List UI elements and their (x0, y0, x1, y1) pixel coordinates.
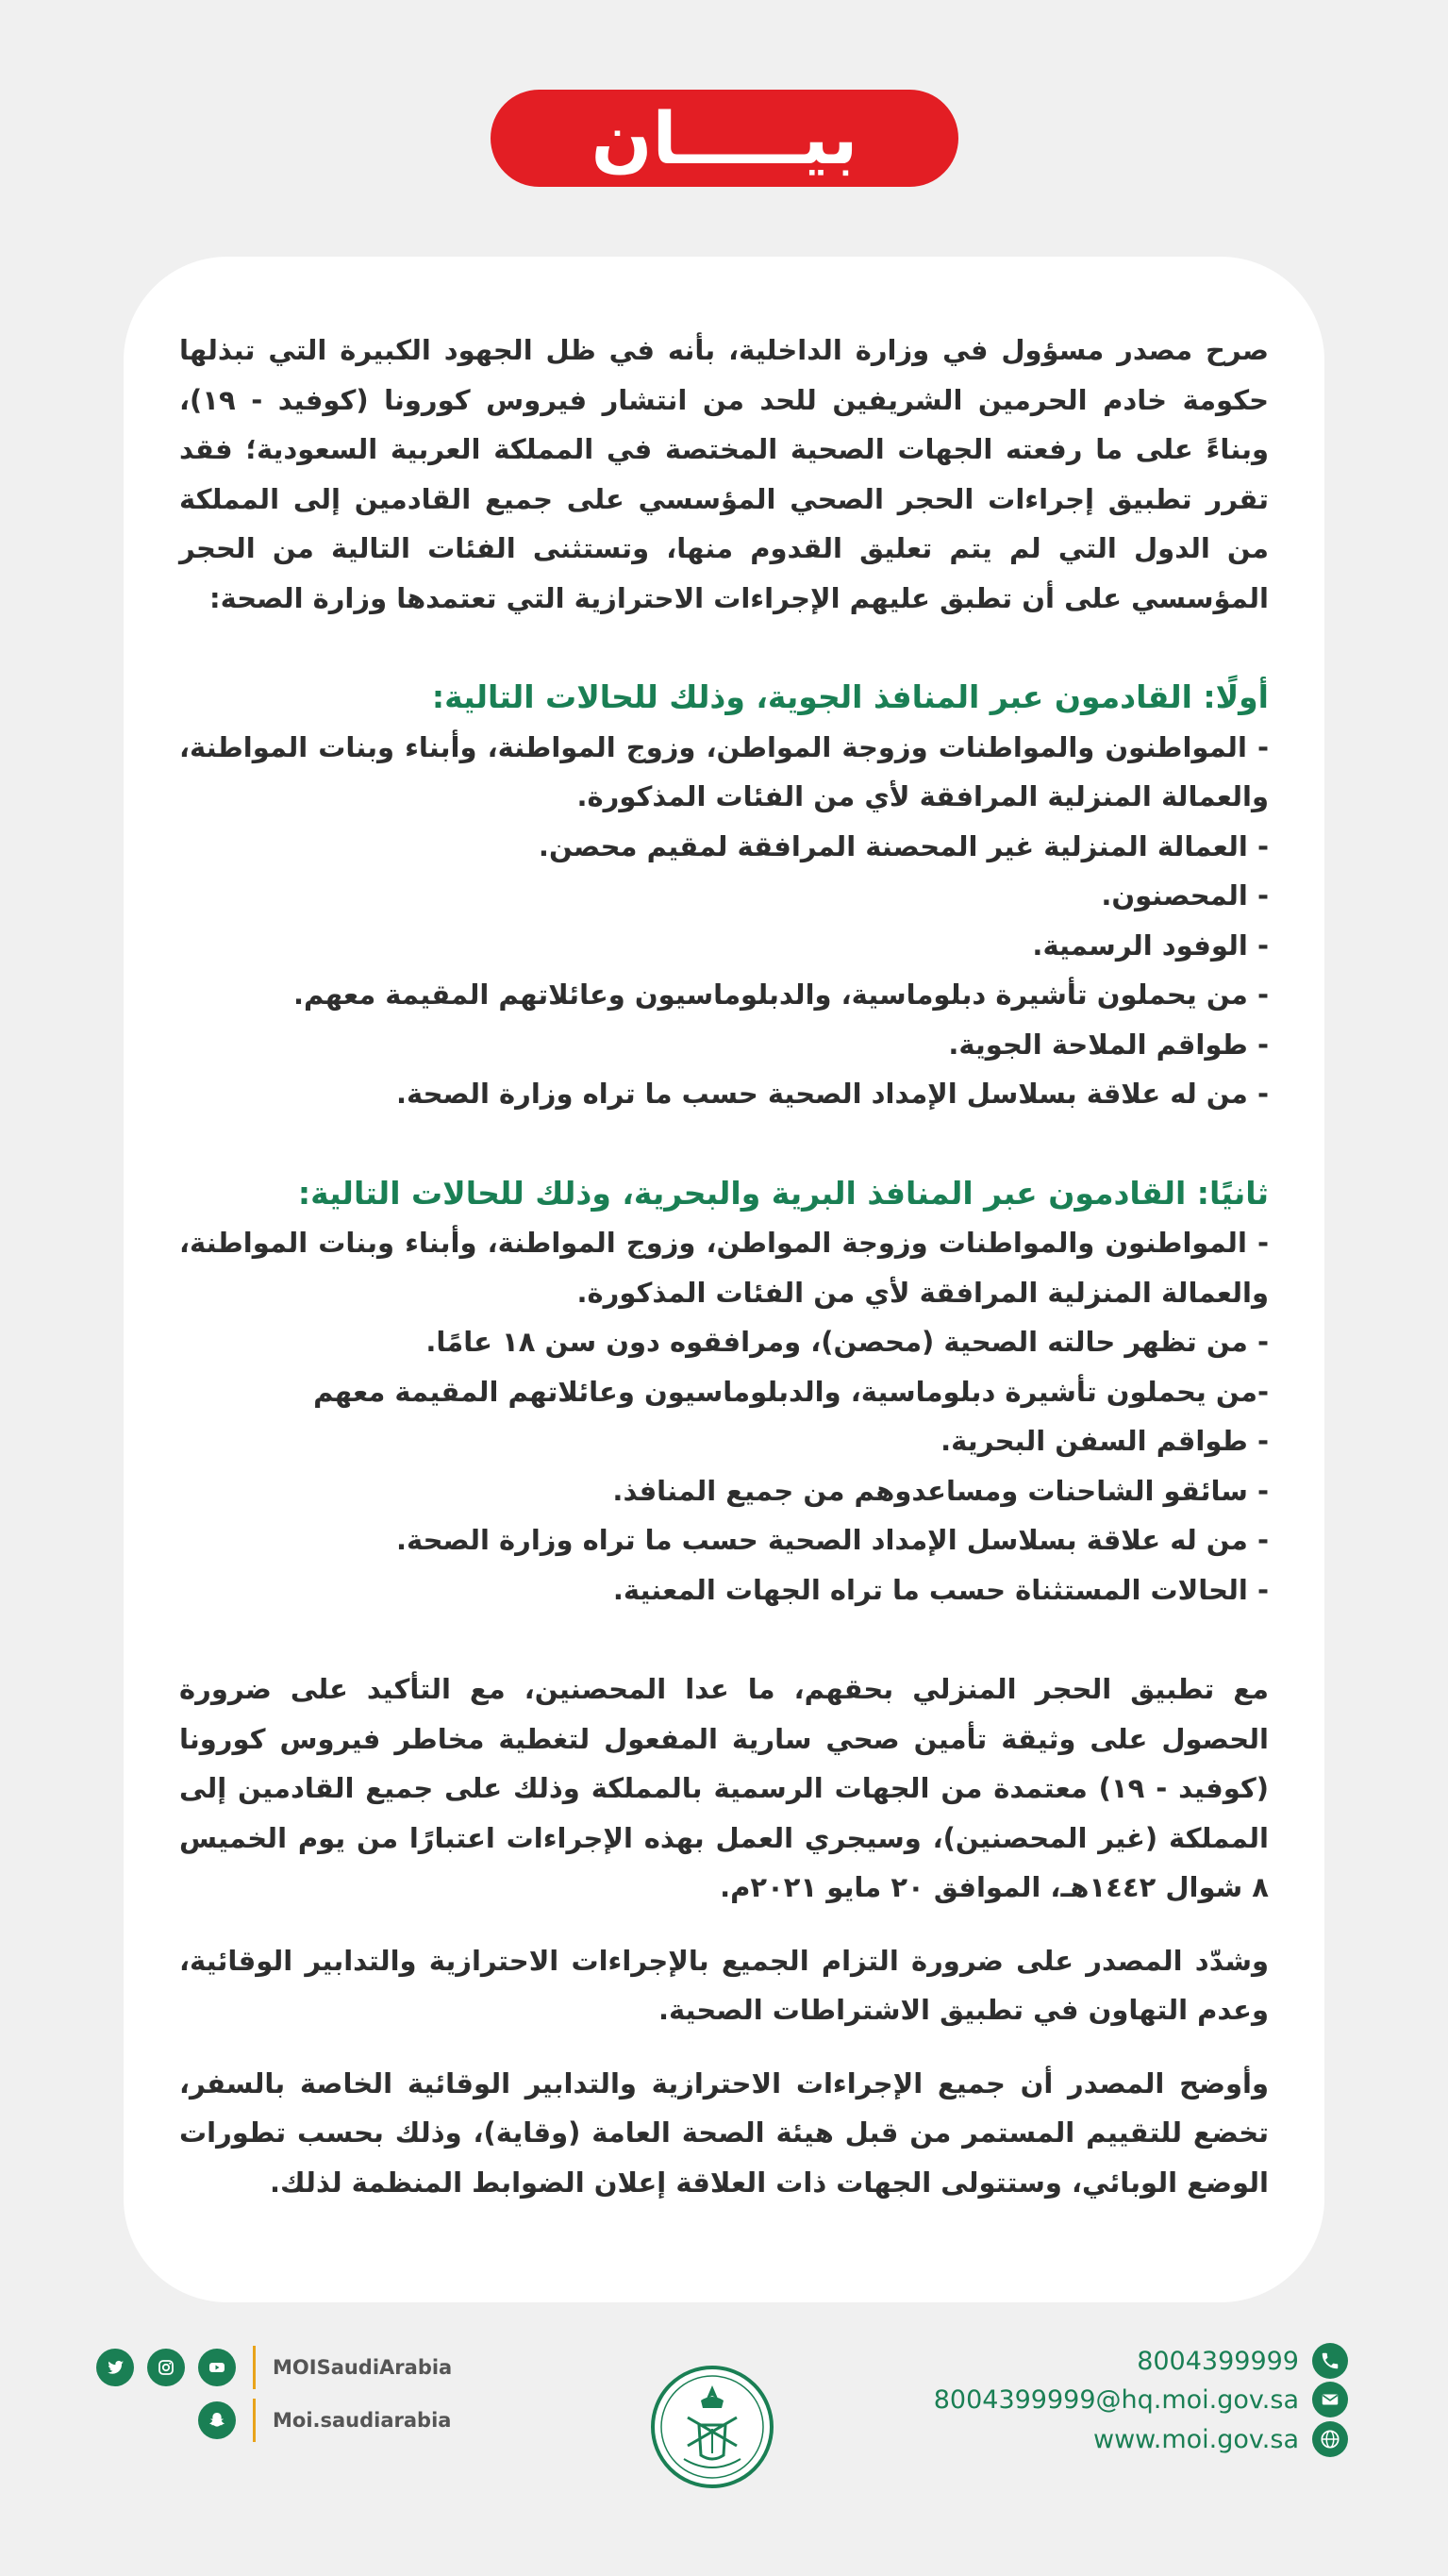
phone-number: 8004399999 (1137, 2346, 1299, 2376)
section-land-sea-ports (179, 1169, 1269, 1615)
list-item: - المحصنون. (1101, 879, 1269, 912)
website-url: www.moi.gov.sa (1093, 2424, 1299, 2454)
section-heading: أولًا: القادمون عبر المنافذ الجوية، وذلك للحالات التالية: (431, 678, 1269, 715)
list-item: - طواقم الملاحة الجوية. (948, 1028, 1269, 1061)
instagram-icon[interactable] (147, 2349, 185, 2386)
page-title: بيـــــان (591, 96, 858, 180)
exception-list (179, 1218, 1269, 1614)
twitter-icon[interactable] (96, 2349, 134, 2386)
social-handle[interactable]: MOISaudiArabia (273, 2356, 453, 2379)
list-item: - المواطنون والمواطنات وزوجة المواطن، وزوج المواطنة، وأبناء وبنات المواطنة، والعمالة المنزلية المرافقة لأي من الفئات المذكورة. (179, 1227, 1269, 1309)
snapchat-link (198, 2399, 451, 2442)
intro-paragraph: صرح مصدر مسؤول في وزارة الداخلية، بأنه في ظل الجهود الكبيرة التي تبذلها حكومة خادم الحرمين الشريفين للحد من انتشار فيروس كورونا (كوفيد - ١٩)، وبناءً على ما رفعته الجهات الصحية المختصة في المملكة العربية السعودية؛ فقد تقرر تطبيق إجراءات الحجر الصحي المؤسسي على جميع القادمين إلى المملكة من الدول التي لم يتم تعليق القدوم منها، وتستثنى الفئات التالية من الحجر المؤسسي على أن تطبق عليهم الإجراءات الاحترازية التي تعتمدها وزارة الصحة: (179, 334, 1269, 614)
list-item: - طواقم السفن البحرية. (940, 1425, 1269, 1457)
title-banner (491, 90, 958, 187)
list-item: - من له علاقة بسلاسل الإمداد الصحية حسب ما تراه وزارة الصحة. (396, 1524, 1269, 1556)
exception-list (179, 723, 1269, 1119)
evaluation-paragraph: وأوضح المصدر أن جميع الإجراءات الاحترازية والتدابير الوقائية الخاصة بالسفر، تخضع للتقييم المستمر من قبل هيئة الصحة العامة (وقاية)، وذلك بحسب تطورات الوضع الوبائي، وستتولى الجهات ذات العلاقة إعلان الضوابط المنظمة لذلك. (179, 2066, 1269, 2199)
envelope-icon (1312, 2382, 1348, 2417)
list-item: -من يحملون تأشيرة دبلوماسية، والدبلوماسيون وعائلاتهم المقيمة معهم (313, 1375, 1269, 1408)
phone-icon (1312, 2343, 1348, 2379)
statement-content (179, 326, 1269, 2231)
snapchat-icon[interactable] (198, 2401, 236, 2439)
phone-contact[interactable] (1137, 2343, 1348, 2379)
divider (253, 2346, 256, 2389)
email-contact[interactable] (934, 2382, 1348, 2417)
email-address: 8004399999@hq.moi.gov.sa (933, 2384, 1299, 2415)
list-item: - العمالة المنزلية غير المحصنة المرافقة لمقيم محصن. (538, 829, 1269, 862)
divider (253, 2399, 256, 2442)
list-item: - من يحملون تأشيرة دبلوماسية، والدبلوماسيون وعائلاتهم المقيمة معهم. (292, 979, 1269, 1011)
footer (0, 2340, 1448, 2576)
list-item: - سائقو الشاحنات ومساعدوهم من جميع المنافذ. (612, 1474, 1269, 1507)
website-contact[interactable] (1093, 2421, 1348, 2457)
list-item: - الوفود الرسمية. (1032, 928, 1269, 962)
globe-icon (1312, 2421, 1348, 2457)
list-item: - من له علاقة بسلاسل الإمداد الصحية حسب ما تراه وزارة الصحة. (396, 1078, 1269, 1110)
snapchat-handle[interactable]: Moi.saudiarabia (273, 2409, 452, 2432)
social-links (96, 2346, 452, 2389)
section-heading: ثانيًا: القادمون عبر المنافذ البرية والبحرية، وذلك للحالات التالية: (297, 1174, 1269, 1212)
ministry-emblem (650, 2365, 774, 2489)
section-air-ports (179, 673, 1269, 1119)
list-item: - المواطنون والمواطنات وزوجة المواطن، وزوج المواطنة، وأبناء وبنات المواطنة، والعمالة المنزلية المرافقة لأي من الفئات المذكورة. (179, 730, 1269, 812)
youtube-icon[interactable] (198, 2349, 236, 2386)
list-item: - الحالات المستثناة حسب ما تراه الجهات المعنية. (612, 1573, 1269, 1606)
home-quarantine-paragraph: مع تطبيق الحجر المنزلي بحقهم، ما عدا المحصنين، مع التأكيد على ضرورة الحصول على وثيقة تأمين صحي سارية المفعول لتغطية مخاطر فيروس كورونا (كوفيد - ١٩) معتمدة من الجهات الرسمية بالمملكة وذلك على جميع القادمين إلى المملكة (غير المحصنين)، وسيجري العمل بهذه الإجراءات اعتبارًا من يوم الخميس ٨ شوال ١٤٤٢هـ، الموافق ٢٠ مايو ٢٠٢١م. (179, 1673, 1270, 1903)
compliance-paragraph: وشدّد المصدر على ضرورة التزام الجميع بالإجراءات الاحترازية والتدابير الوقائية، وعدم التهاون في تطبيق الاشتراطات الصحية. (179, 1944, 1269, 2026)
list-item: - من تظهر حالته الصحية (محصن)، ومرافقوه دون سن ١٨ عامًا. (425, 1326, 1269, 1358)
